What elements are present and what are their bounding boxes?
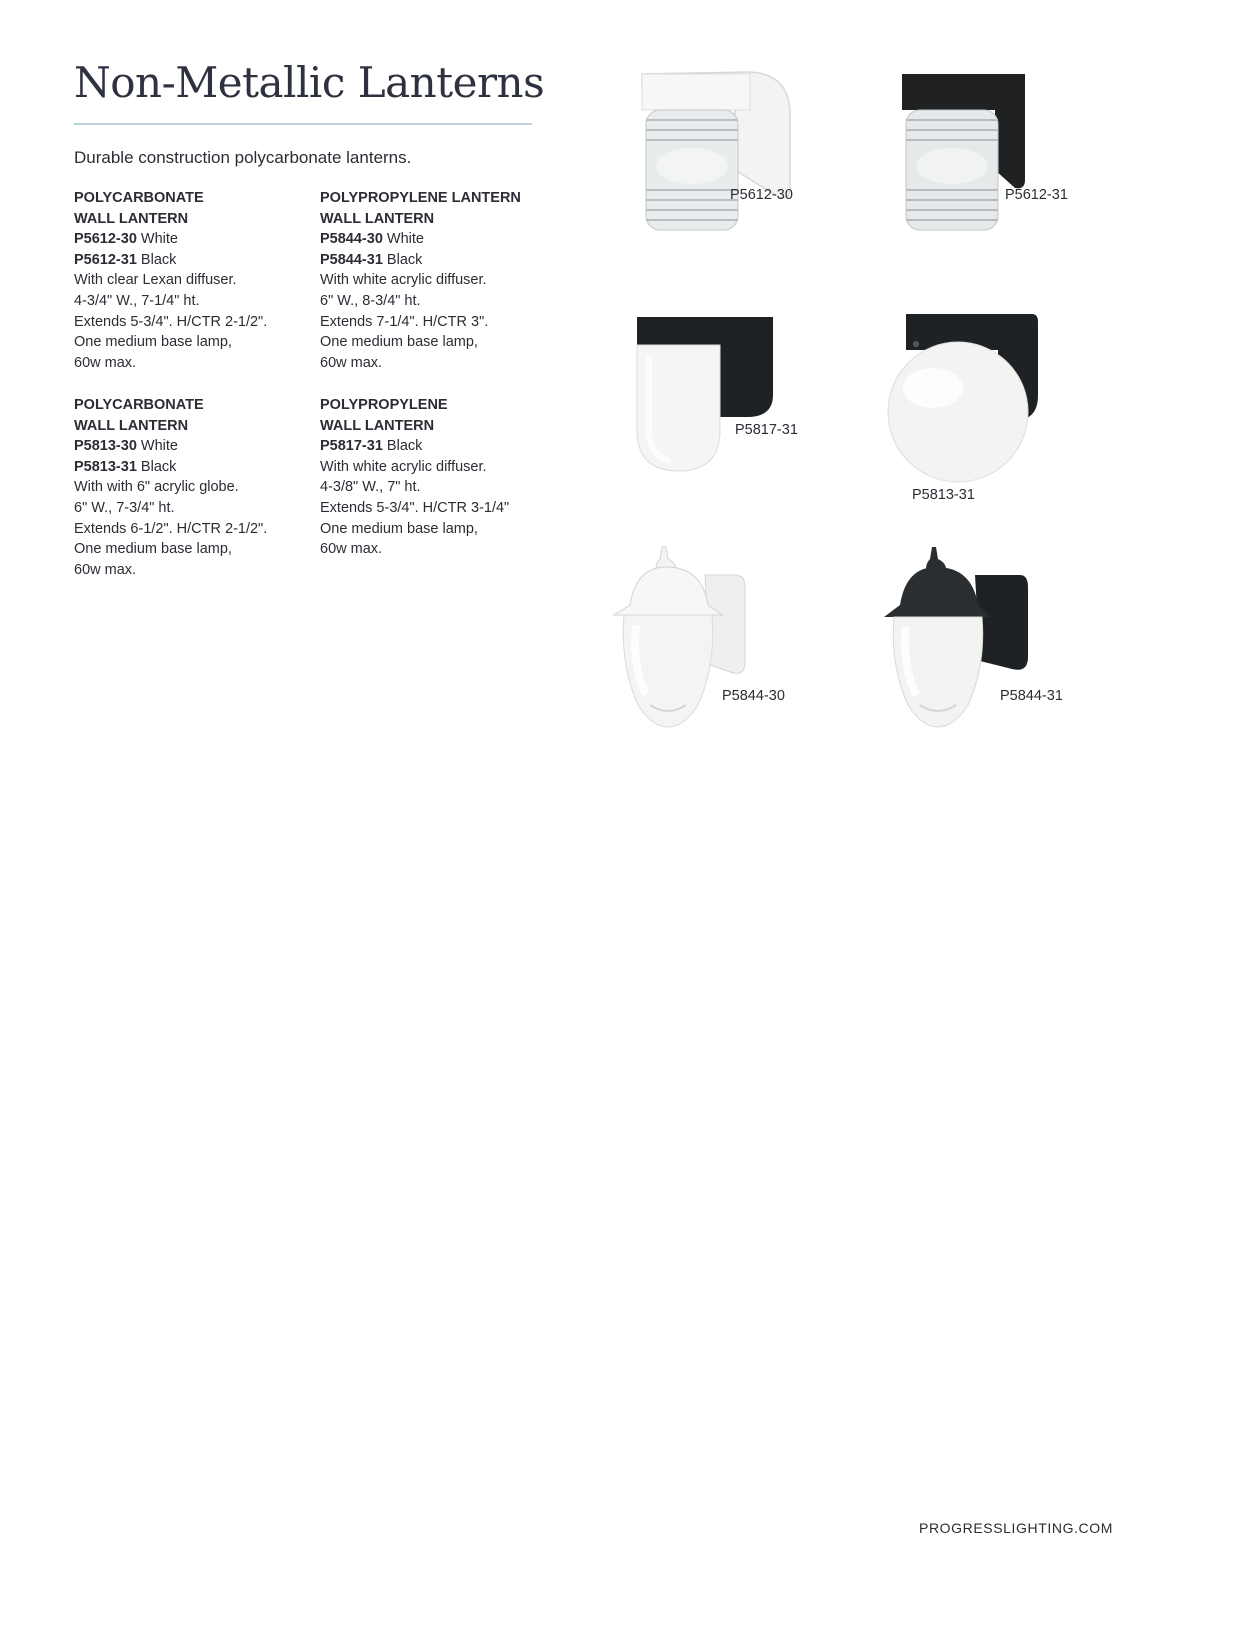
- variant-finish: White: [386, 231, 424, 248]
- spec-line: Extends 6-1/2". H/CTR 2-1/2".: [74, 520, 268, 537]
- product-image-p5813-31: [878, 310, 1048, 485]
- variant-finish: White: [140, 231, 178, 248]
- spec-variant: [320, 229, 560, 250]
- variant-code: P5813-30: [74, 438, 137, 455]
- variant-finish: Black: [140, 458, 177, 475]
- product-image-p5612-31: [900, 70, 1070, 240]
- spec-line: With with 6" acrylic globe.: [74, 479, 239, 496]
- acorn-lantern-white-icon: [610, 545, 760, 735]
- spec-line: 60w max.: [320, 354, 383, 371]
- variant-finish: Black: [386, 438, 423, 455]
- variant-finish: Black: [386, 251, 423, 268]
- variant-code: P5844-30: [320, 231, 383, 248]
- footer-website: PROGRESSLIGHTING.COM: [919, 1520, 1114, 1536]
- variant-finish: Black: [140, 251, 177, 268]
- dome-lantern-black-icon: [635, 315, 785, 475]
- spec-line: 60w max.: [320, 541, 383, 558]
- spec-block-p5817: [320, 395, 560, 560]
- product-image-p5844-30: [610, 545, 760, 735]
- spec-line: Extends 7-1/4". H/CTR 3".: [320, 313, 489, 330]
- spec-line: Extends 5-3/4". H/CTR 2-1/2".: [74, 313, 268, 330]
- product-label: P5817-31: [735, 422, 798, 438]
- spec-line: With white acrylic diffuser.: [320, 458, 487, 475]
- spec-variant: [74, 250, 314, 271]
- spec-line: 6" W., 8-3/4" ht.: [320, 292, 421, 309]
- variant-code: P5817-31: [320, 438, 383, 455]
- product-label: P5612-30: [730, 187, 793, 203]
- product-label: P5813-31: [912, 487, 975, 503]
- spec-line: One medium base lamp,: [320, 520, 478, 537]
- product-image-p5612-30: [640, 70, 810, 240]
- spec-line: With white acrylic diffuser.: [320, 272, 487, 289]
- variant-code: P5844-31: [320, 251, 383, 268]
- spec-line: One medium base lamp,: [320, 334, 478, 351]
- spec-variant: [320, 250, 560, 271]
- product-label: P5844-31: [1000, 688, 1063, 704]
- product-image-p5817-31: [635, 315, 785, 475]
- intro-text: Durable construction polycarbonate lanterns.: [74, 148, 412, 167]
- spec-variant: [74, 436, 314, 457]
- spec-block-p5844: [320, 188, 560, 373]
- spec-heading: POLYPROPYLENE LANTERN WALL LANTERN: [320, 190, 521, 227]
- product-label: P5844-30: [722, 688, 785, 704]
- variant-code: P5612-30: [74, 231, 137, 248]
- spec-line: One medium base lamp,: [74, 541, 232, 558]
- spec-variant: [320, 436, 560, 457]
- spec-line: 6" W., 7-3/4" ht.: [74, 499, 175, 516]
- title-divider: [74, 123, 532, 125]
- spec-line: 60w max.: [74, 354, 137, 371]
- product-image-p5844-31: [880, 545, 1030, 735]
- spec-block-p5813: [74, 395, 314, 580]
- spec-block-p5612: [74, 188, 314, 373]
- spec-line: 60w max.: [74, 561, 137, 578]
- spec-variant: [74, 229, 314, 250]
- spec-line: Extends 5-3/4". H/CTR 3-1/4": [320, 499, 510, 516]
- page-title: Non-Metallic Lanterns: [74, 58, 545, 107]
- spec-line: One medium base lamp,: [74, 334, 232, 351]
- spec-line: 4-3/8" W., 7" ht.: [320, 479, 421, 496]
- product-label: P5612-31: [1005, 187, 1068, 203]
- variant-finish: White: [140, 438, 178, 455]
- jar-lantern-white-icon: [640, 70, 810, 240]
- spec-heading: POLYPROPYLENE WALL LANTERN: [320, 397, 448, 434]
- spec-heading: POLYCARBONATE WALL LANTERN: [74, 190, 204, 227]
- globe-lantern-black-icon: [878, 310, 1048, 485]
- spec-heading: POLYCARBONATE WALL LANTERN: [74, 397, 204, 434]
- acorn-lantern-black-icon: [880, 545, 1030, 735]
- jar-lantern-black-icon: [900, 70, 1070, 240]
- spec-line: With clear Lexan diffuser.: [74, 272, 237, 289]
- spec-line: 4-3/4" W., 7-1/4" ht.: [74, 292, 200, 309]
- variant-code: P5612-31: [74, 251, 137, 268]
- spec-variant: [74, 457, 314, 478]
- variant-code: P5813-31: [74, 458, 137, 475]
